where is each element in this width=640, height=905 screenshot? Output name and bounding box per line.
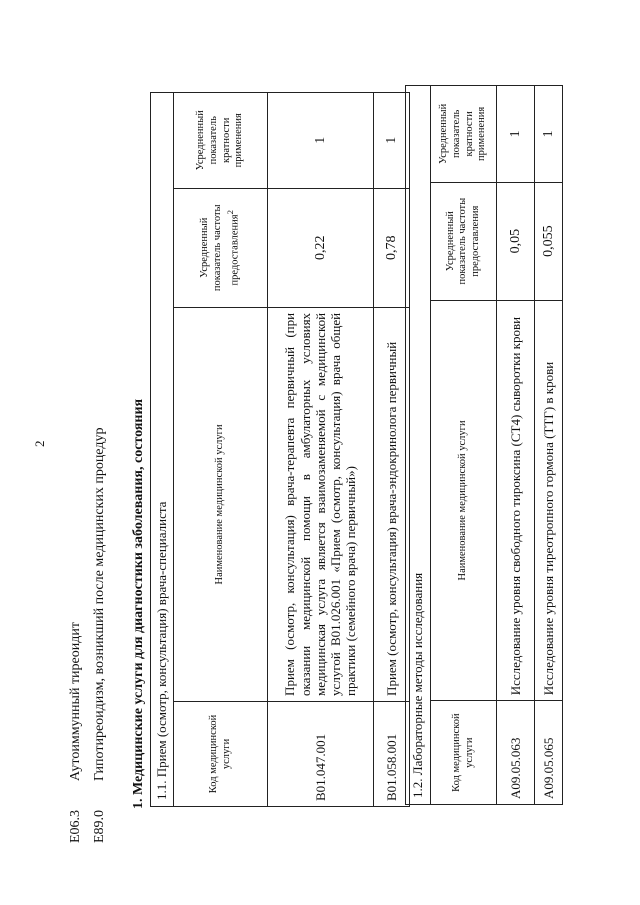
frequency-value: 0,055	[535, 182, 563, 300]
service-code: A09.05.063	[497, 701, 535, 805]
column-header-name: Наименование медицинской услуги	[174, 307, 268, 701]
service-name: Исследование уровня тиреотропного гормона (ТТГ) в крови	[535, 300, 563, 701]
table-row	[535, 86, 563, 805]
column-header-multiplicity: Усредненный показатель кратности применения	[431, 86, 497, 183]
diagnosis-name: Гипотиреоидизм, возникший после медицинских процедур	[92, 427, 107, 781]
page-number: 2	[32, 440, 47, 447]
service-code: B01.047.001	[268, 701, 374, 806]
table-section-title: 1.2. Лабораторные методы исследования	[406, 86, 431, 805]
table-section-title: 1.1. Прием (осмотр, консультация) врача-специалиста	[151, 93, 174, 807]
section-heading: 1. Медицинские услуги для диагностики заболевания, состояния	[131, 398, 146, 809]
frequency-value: 0,05	[497, 182, 535, 300]
column-header-frequency	[174, 188, 268, 307]
service-name: Исследование уровня свободного тироксина (СТ4) сыворотки крови	[497, 300, 535, 701]
services-table-consultations	[150, 92, 410, 807]
service-name: Прием (осмотр, консультация) врача-терапевта первичный (при оказании медицинской помощи в амбулаторных условиях медицинская услуга является взаимозаменяемой с медицинской услугой B01.026.001 «Прием (осмотр, консультация) врача общей практики (семейного врача) первичный»)	[268, 307, 374, 701]
multiplicity-value: 1	[535, 86, 563, 183]
service-name: Прием (осмотр, консультация) врача-эндокринолога первичный	[374, 307, 410, 701]
frequency-header-text: Усредненный показатель частоты предоставления	[199, 204, 241, 292]
service-code: A09.05.065	[535, 701, 563, 805]
multiplicity-value: 1	[374, 93, 410, 189]
column-header-code: Код медицинской услуги	[431, 701, 497, 805]
multiplicity-value: 1	[268, 93, 374, 189]
multiplicity-value: 1	[497, 86, 535, 183]
table-row	[497, 86, 535, 805]
footnote-marker: 2	[224, 210, 235, 215]
diagnosis-name: Аутоиммунный тиреоидит	[68, 622, 83, 781]
column-header-code: Код медицинской услуги	[174, 701, 268, 806]
diagnosis-code: E06.3	[68, 809, 83, 843]
frequency-value: 0,78	[374, 188, 410, 307]
column-header-name: Наименование медицинской услуги	[431, 300, 497, 701]
service-code: B01.058.001	[374, 701, 410, 806]
services-table-laboratory	[405, 85, 563, 805]
column-header-multiplicity: Усредненный показатель кратности применения	[174, 93, 268, 189]
diagnosis-code: E89.0	[92, 809, 107, 843]
frequency-value: 0,22	[268, 188, 374, 307]
table-row	[268, 93, 374, 807]
column-header-frequency: Усредненный показатель частоты предоставления	[431, 182, 497, 300]
